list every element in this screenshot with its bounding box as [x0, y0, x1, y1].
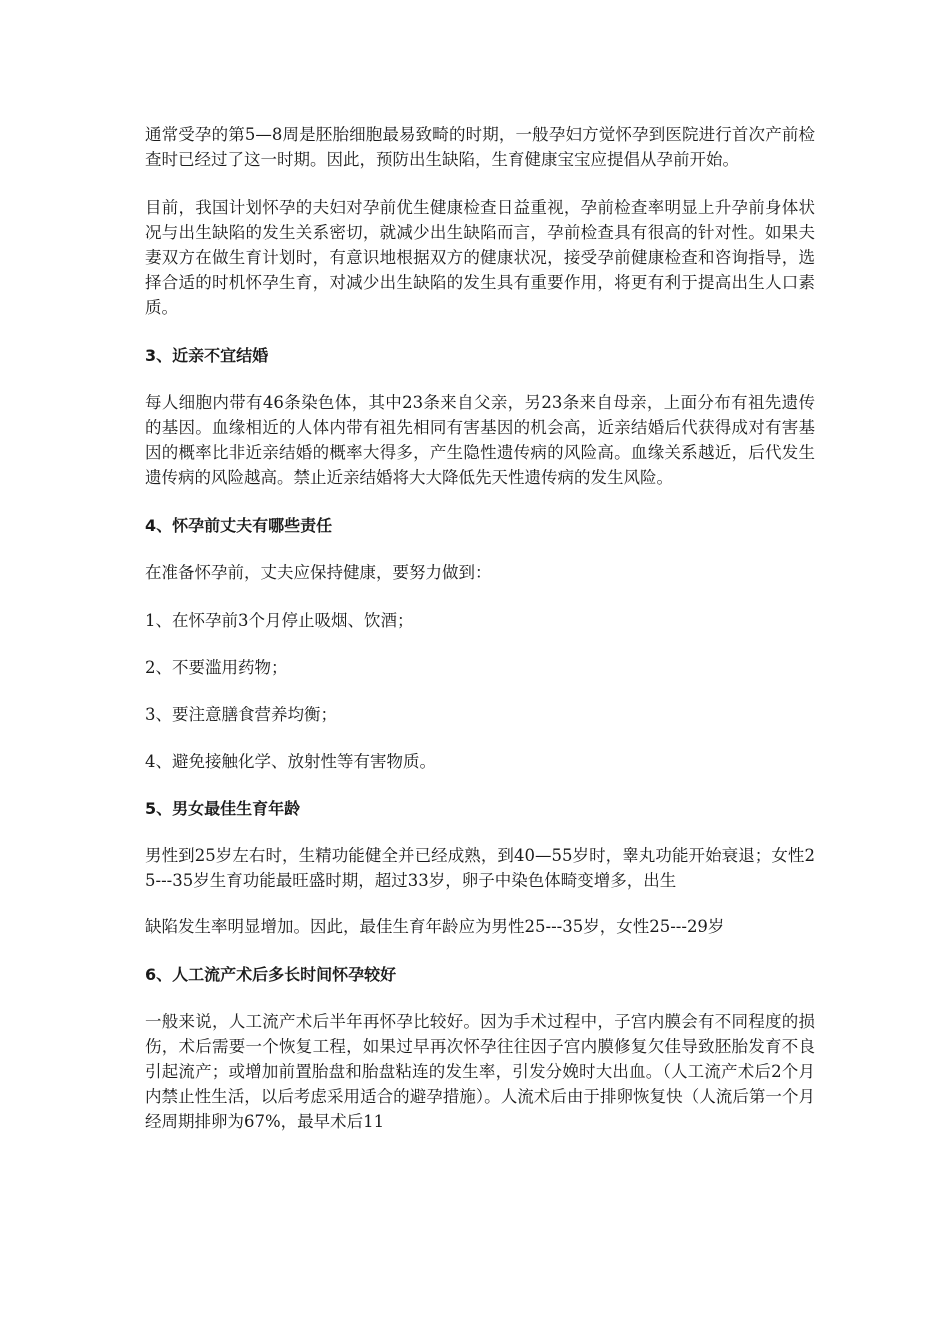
section-heading-4: 4、怀孕前丈夫有哪些责任 — [145, 516, 333, 535]
section-heading-5: 5、男女最佳生育年龄 — [145, 799, 301, 818]
section-heading-3: 3、近亲不宜结婚 — [145, 346, 269, 365]
list-item: 2、不要滥用药物； — [145, 658, 288, 677]
paragraph-consanguinity: 每人细胞内带有46条染色体，其中23条来自父亲，另23条来自母亲，上面分布有祖先遗传的基因。血缘相近的人体内带有祖先相同有害基因的机会高，近亲结婚后代获得成对有害基因的概率比非近亲结婚的概率大得多，产生隐性遗传病的风险高。血缘关系越近，后代发生遗传病的风险越高。禁止近亲结婚将大大降低先天性遗传病的发生风险。 — [145, 393, 815, 487]
list-item: 4、避免接触化学、放射性等有害物质。 — [145, 752, 436, 771]
paragraph-husband-intro: 在准备怀孕前，丈夫应保持健康，要努力做到： — [145, 563, 492, 582]
paragraph-post-abortion: 一般来说，人工流产术后半年再怀孕比较好。因为手术过程中，子宫内膜会有不同程度的损伤，术后需要一个恢复工程，如果过早再次怀孕往往因子宫内膜修复欠佳导致胚胎发育不良引起流产；或增加前置胎盘和胎盘粘连的发生率，引发分娩时大出血。（人工流产术后2个月内禁止性生活，以后考虑采用适合的避孕措施）。人流术后由于排卵恢复快（人流后第一个月经周期排卵为67%，最早术后11 — [145, 1012, 815, 1131]
list-item: 1、在怀孕前3个月停止吸烟、饮酒； — [145, 611, 414, 630]
paragraph-best-age: 男性到25岁左右时，生精功能健全并已经成熟，到40—55岁时，睾丸功能开始衰退；女性25---35岁生育功能最旺盛时期，超过33岁，卵子中染色体畸变增多，出生 — [145, 846, 815, 890]
document-page — [145, 122, 815, 1157]
section-heading-6: 6、人工流产术后多长时间怀孕较好 — [145, 965, 397, 984]
paragraph-best-age-continued: 缺陷发生率明显增加。因此，最佳生育年龄应为男性25---35岁，女性25---29岁 — [145, 917, 725, 936]
paragraph-prepregnancy-checkup: 目前，我国计划怀孕的夫妇对孕前优生健康检查日益重视，孕前检查率明显上升孕前身体状况与出生缺陷的发生关系密切，就减少出生缺陷而言，孕前检查具有很高的针对性。如果夫妻双方在做生育计划时，有意识地根据双方的健康状况，接受孕前健康检查和咨询指导，选择合适的时机怀孕生育，对减少出生缺陷的发生具有重要作用，将更有利于提高出生人口素质。 — [145, 198, 815, 317]
paragraph-birth-defect-window: 通常受孕的第5—8周是胚胎细胞最易致畸的时期，一般孕妇方觉怀孕到医院进行首次产前检查时已经过了这一时期。因此，预防出生缺陷，生育健康宝宝应提倡从孕前开始。 — [145, 125, 815, 169]
list-item: 3、要注意膳食营养均衡； — [145, 705, 337, 724]
